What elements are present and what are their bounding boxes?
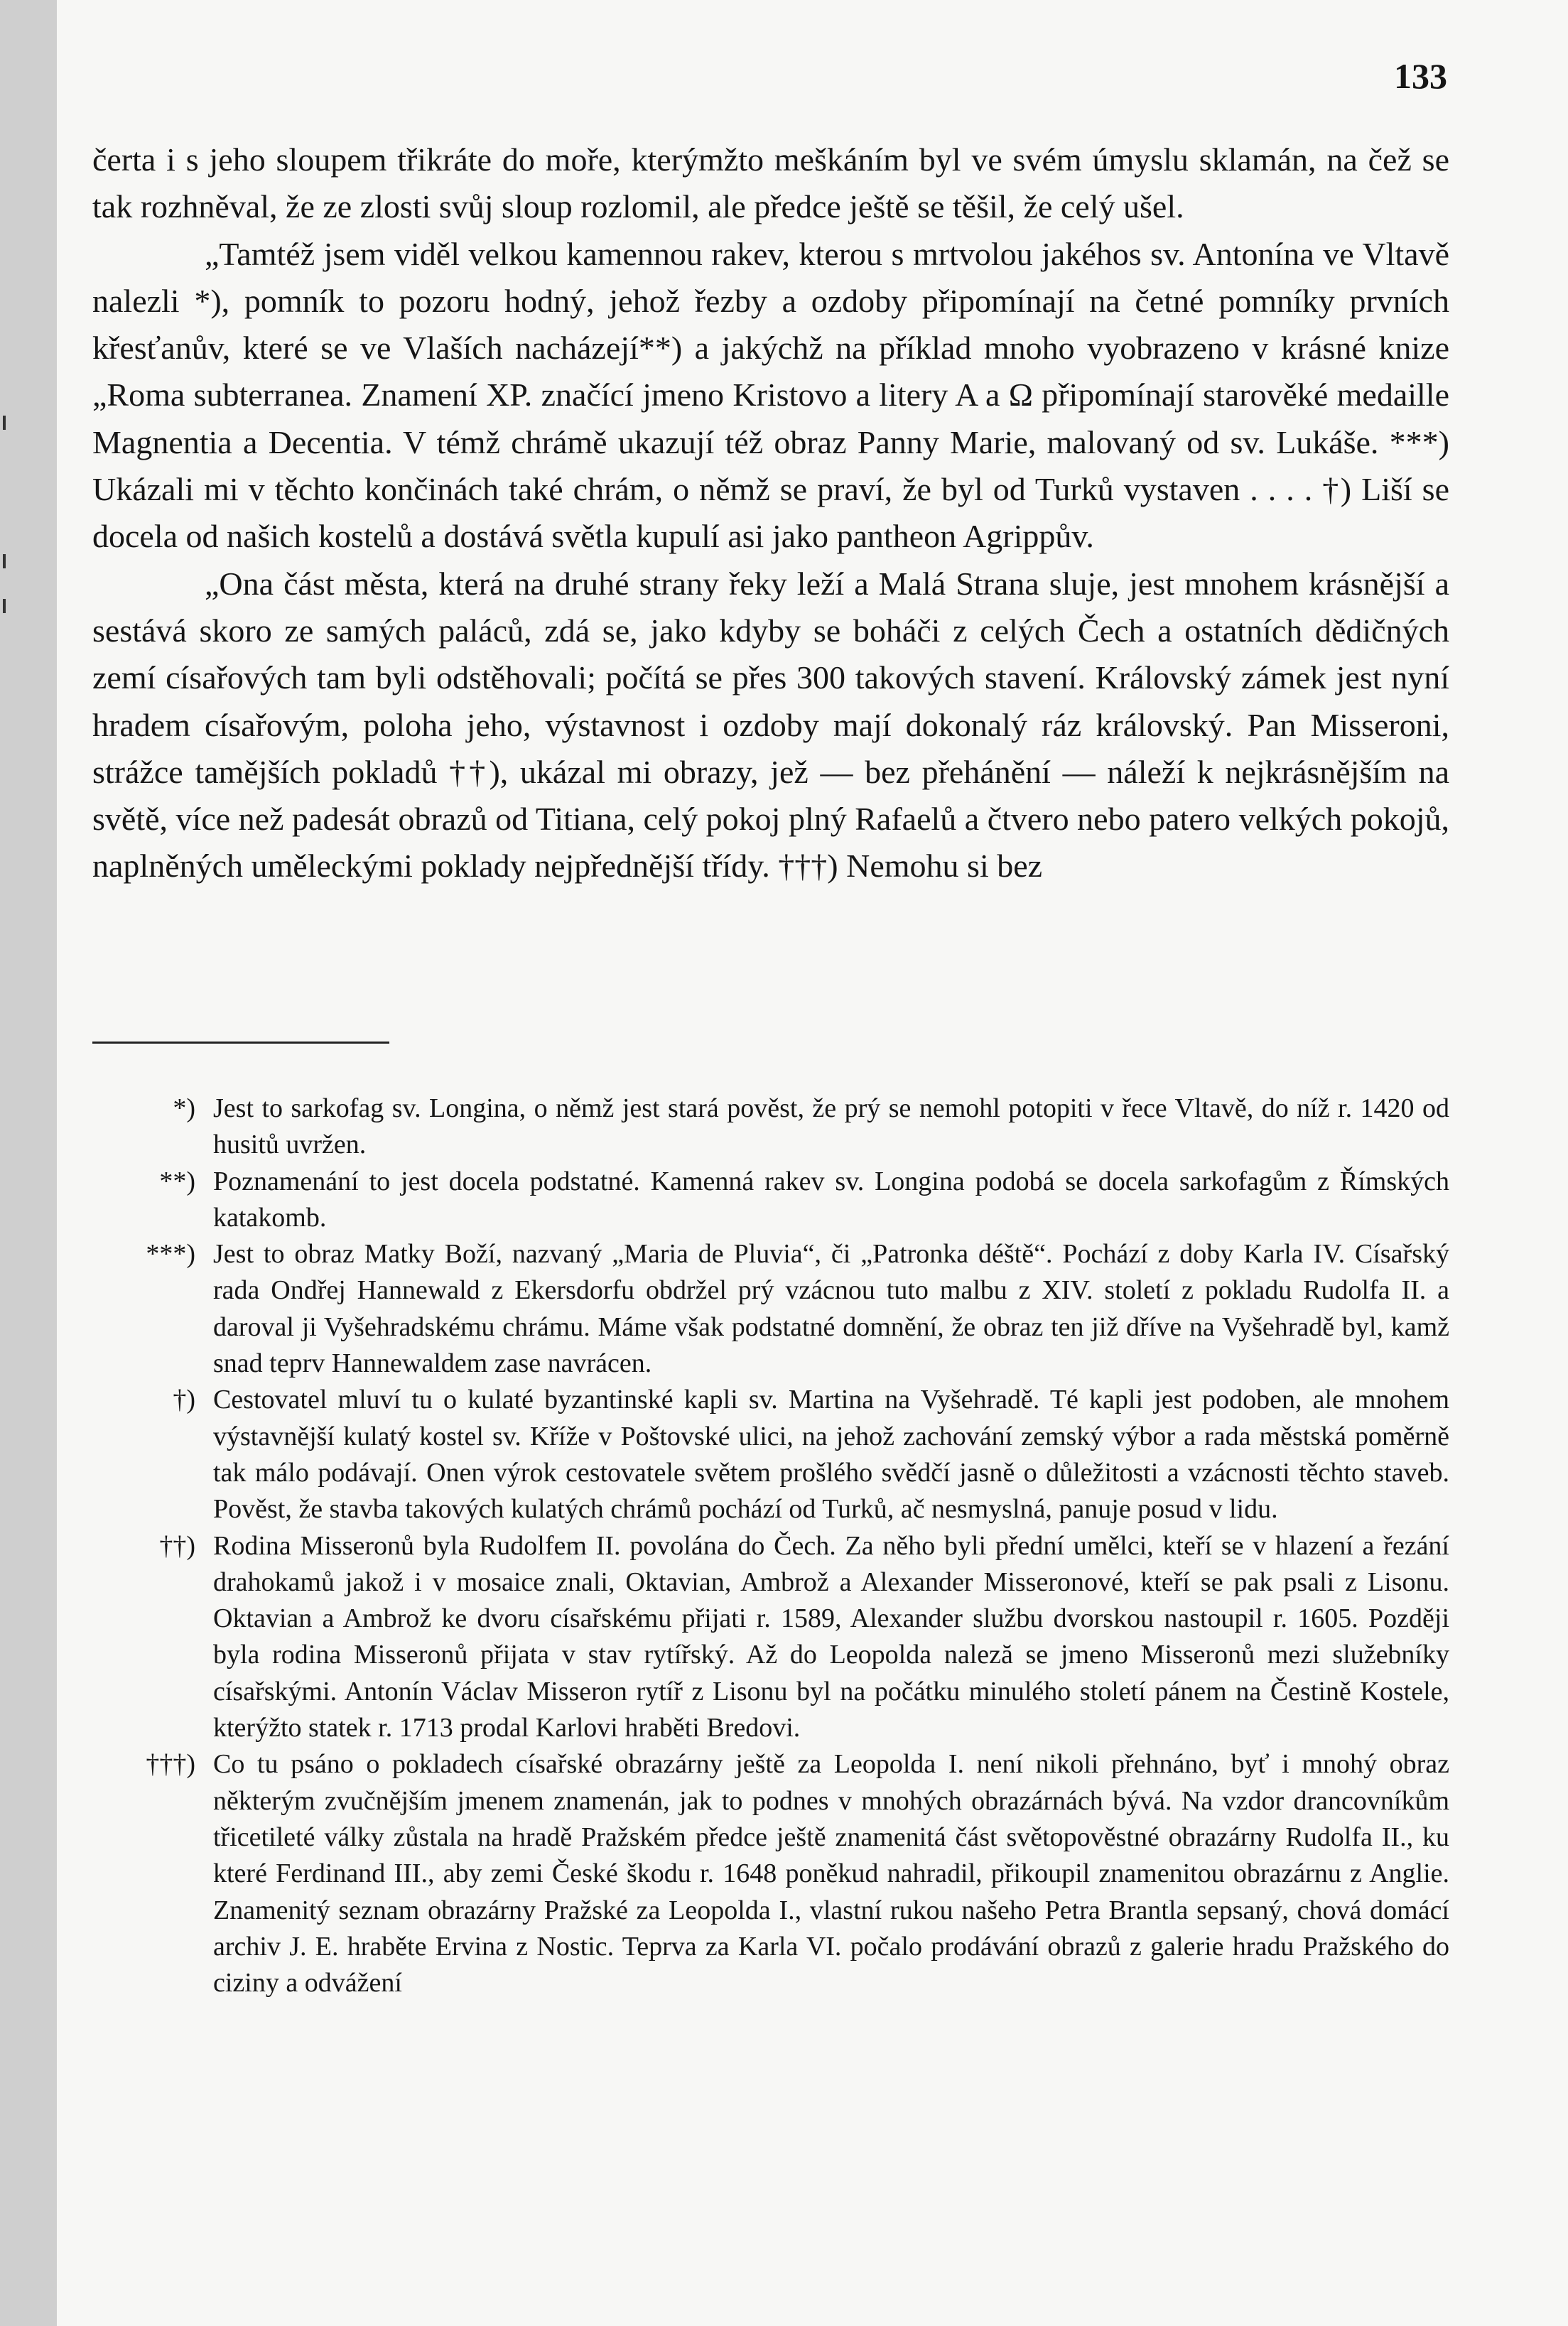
- footnote: [71, 1091, 1449, 1164]
- footnote-marker: *): [173, 1093, 195, 1123]
- footnote: [71, 1528, 1449, 1747]
- footnote: [71, 1164, 1449, 1237]
- footnote: [71, 1382, 1449, 1527]
- paragraph: čerta i s jeho sloupem třikráte do moře, kterýmžto meškáním byl ve svém úmyslu sklamán, na čež se tak rozhněval, že ze zlosti svůj sloup rozlomil, ale předce ještě se těšil, že celý ušel.: [92, 141, 1449, 225]
- footnote: [71, 1746, 1449, 2001]
- adjacent-page-edge: [0, 0, 57, 2326]
- footnote-marker: ††): [159, 1530, 195, 1561]
- paragraph: „Tamtéž jsem viděl velkou kamennou rakev, kterou s mrtvolou jakéhos sv. Antonína ve Vltavě nalezli *), pomník to pozoru hodný, jehož řezby a ozdoby připomínají na četné pomníky prvních křesťanův, které se ve Vlaších nacházejí**) a jakýchž na příklad mnoho vyobrazeno v krásné knize „Roma subterranea. Znamení XP. značící jmeno Kristovo a litery A a Ω připomínají starověké medaille Magnentia a Decentia. V témž chrámě ukazují též obraz Panny Marie, malovaný od sv. Lukáše. ***) Ukázali mi v těchto končinách také chrám, o němž se praví, že byl od Turků vystaven . . . . †) Liší se docela od našich kostelů a dostává světla kupulí asi jako pantheon Agrippův.: [92, 235, 1449, 555]
- edge-mark: [3, 554, 6, 568]
- footnote-marker: **): [159, 1166, 195, 1196]
- book-page: [57, 0, 1568, 2326]
- footnote-marker: ***): [146, 1239, 195, 1270]
- footnote-text: Cestovatel mluví tu o kulaté byzantinské kapli sv. Martina na Vyšehradě. Té kapli jest podoben, ale mnohem výstavnější kulatý kostel sv. Kříže v Poštovské ulici, na jehož zachování zemský výbor a rada městská poměrně tak málo podávají. Onen výrok cestovatele světem prošlého svědčí jasně o důležitosti a vzácnosti těchto staveb. Pověst, že stavba takových kulatých chrámů pochází od Turků, ač nesmyslná, panuje posud v lidu.: [213, 1385, 1449, 1525]
- edge-mark: [3, 416, 6, 430]
- footnote-text: Poznamenání to jest docela podstatné. Kamenná rakev sv. Longina podobá se docela sarkofagům z Římských katakomb.: [213, 1166, 1449, 1233]
- footnote-text: Co tu psáno o pokladech císařské obrazárny ještě za Leopolda I. není nikoli přehnáno, byť i mnohý obraz některým zvučnějším jmenem znamenán, jak to podnes v mnohých obrazárnách bývá. Na vzdor drancovníkům třicetileté války zůstala na hradě Pražském předce ještě znamenitá část světopověstné obrazárny Rudolfa II., ku které Ferdinand III., aby zemi České škodu r. 1648 poněkud nahradil, přikoupil znamenitou obrazárnu z Anglie. Znamenitý seznam obrazárny Pražské za Leopolda I., vlastní rukou našeho Petra Brantla sepsaný, chová domácí archiv J. E. hraběte Ervina z Nostic. Teprva za Karla VI. počalo prodávání obrazů z galerie hradu Pražského do ciziny a odvážení: [213, 1749, 1449, 1998]
- footnote-separator: [92, 1042, 389, 1044]
- paragraph: „Ona část města, která na druhé strany řeky leží a Malá Strana sluje, jest mnohem krásnější a sestává skoro ze samých paláců, zdá se, jako kdyby se boháči z celých Čech a ostatních dědičných zemí císařových tam byli odstěhovali; počítá se přes 300 takových stavení. Královský zámek jest nyní hradem císařovým, poloha jeho, výstavnost i ozdoby mají dokonalý ráz královský. Pan Misseroni, strážce tamějších pokladů ††), ukázal mi obrazy, jež — bez přehánění — náleží k nejkrásnějším na světě, více než padesát obrazů od Titiana, celý pokoj plný Rafaelů a čtvero nebo patero velkých pokojů, naplněných uměleckými poklady nejpřednější třídy. †††) Nemohu si bez: [92, 565, 1449, 885]
- page-number: 133: [1394, 56, 1447, 96]
- footnote-text: Rodina Misseronů byla Rudolfem II. povolána do Čech. Za něho byli přední umělci, kteří se v hlazení a řezání drahokamů jakož i v mosaice znali, Oktavian, Ambrož a Alexander Misseronové, kteří se pak psali z Lisonu. Oktavian a Ambrož ke dvoru císařskému přijati r. 1589, Alexander službu dvorskou nastoupil r. 1605. Později byla rodina Misseronů přijata v stav rytířský. Až do Leopolda naleză se jmeno Misseronů mezi služebníky císařskými. Antonín Václav Misseron rytíř z Lisonu byl na počátku minulého století pánem na Čestině Kostele, kterýžto statek r. 1713 prodal Karlovi hraběti Bredovi.: [213, 1530, 1449, 1743]
- footnote: [71, 1236, 1449, 1382]
- edge-mark: [3, 599, 6, 613]
- footnotes: [71, 1091, 1449, 2001]
- footnote-marker: †): [173, 1385, 195, 1415]
- footnote-text: Jest to obraz Matky Boží, nazvaný „Maria de Pluvia“, či „Patronka déště“. Pochází z doby Karla IV. Císařský rada Ondřej Hannewald z Ekersdorfu obdržel prý vzácnou tuto malbu z XIV. století z pokladu Rudolfa II. a daroval ji Vyšehradskému chrámu. Máme však podstatné domnění, že obraz ten již dříve na Vyšehradě byl, kamž snad teprv Hannewaldem zase navrácen.: [213, 1239, 1449, 1379]
- main-text: [92, 136, 1449, 890]
- footnote-marker: †††): [146, 1749, 195, 1780]
- footnote-text: Jest to sarkofag sv. Longina, o němž jest stará pověst, že prý se nemohl potopiti v řece Vltavě, do níž r. 1420 od husitů uvržen.: [213, 1093, 1449, 1160]
